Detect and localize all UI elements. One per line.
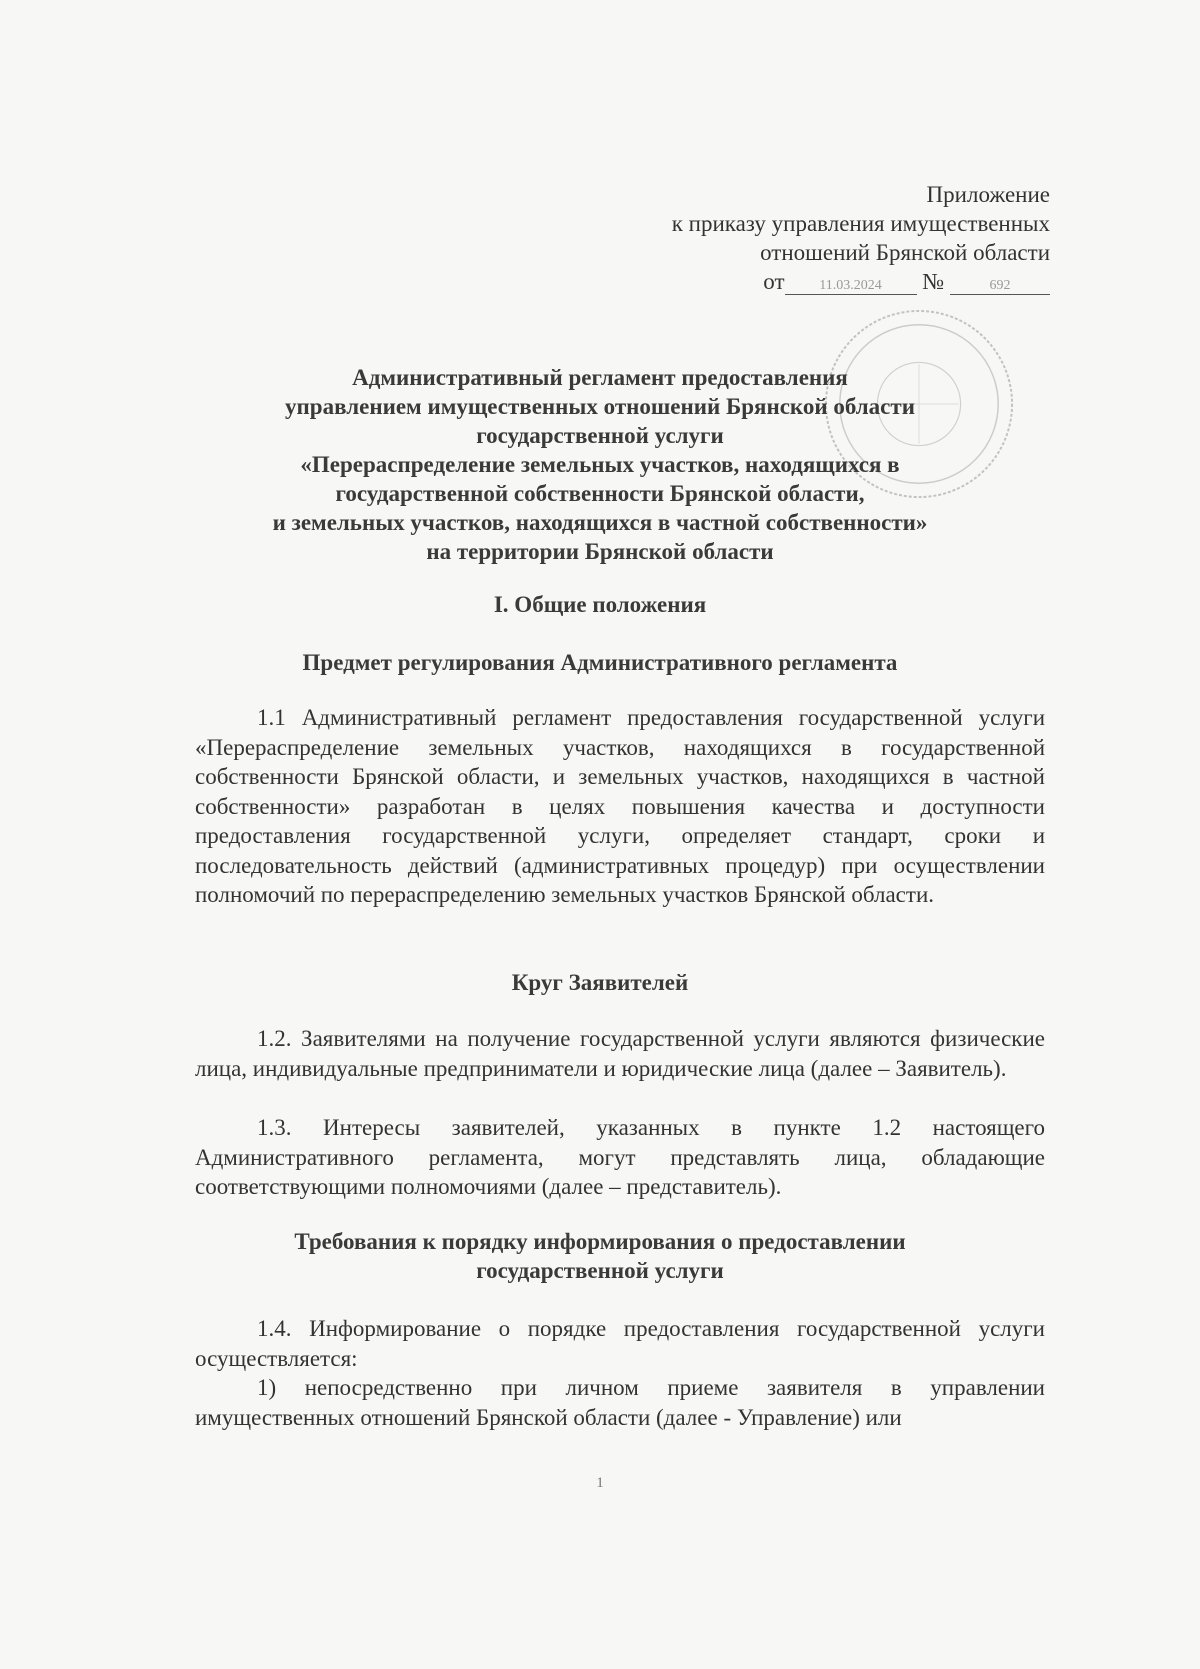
informing-heading-line-2: государственной услуги (476, 1258, 724, 1283)
date-prefix: от (763, 269, 785, 294)
appendix-block (490, 180, 1050, 296)
title-line-4: «Перераспределение земельных участков, находящихся в (300, 452, 900, 477)
page-number: 1 (596, 1475, 604, 1491)
section-heading-informing (215, 1227, 985, 1285)
number-prefix: № (922, 269, 945, 294)
order-number: 692 (950, 278, 1050, 295)
paragraph-1-2: 1.2. Заявителями на получение государственной услуги являются физические лица, индивидуальные предприниматели и юридические лица (далее – Заявитель). (195, 1026, 1045, 1081)
title-line-7: на территории Брянской области (426, 539, 774, 564)
title-line-1: Административный регламент предоставления (352, 365, 848, 390)
informing-heading-line-1: Требования к порядку информирования о предоставлении (294, 1229, 906, 1254)
title-line-5: государственной собственности Брянской области, (335, 481, 865, 506)
paragraph-1-4: 1.4. Информирование о порядке предоставления государственной услуги осуществляется: (195, 1316, 1045, 1371)
title-line-3: государственной услуги (476, 423, 724, 448)
order-date: 11.03.2024 (785, 278, 917, 295)
paragraph-1-1: 1.1 Административный регламент предоставления государственной услуги «Перераспределение земельных участков, находящихся в государственной собственности Брянской области, и земельных участков, находящихся в частной собственности» разработан в целях повышения качества и доступности предоставления государственной услуги, определяет стандарт, сроки и последовательность действий (административных процедур) при осуществлении полномочий по перераспределению земельных участков Брянской области. (195, 705, 1045, 907)
appendix-line-2: к приказу управления имущественных (671, 211, 1050, 236)
document-title (215, 363, 985, 566)
title-line-2: управлением имущественных отношений Брянской области (285, 394, 915, 419)
appendix-line-3: отношений Брянской области (760, 240, 1050, 265)
section-heading-general: I. Общие положения (493, 592, 707, 617)
section-heading-applicants: Круг Заявителей (511, 970, 689, 995)
appendix-line-1: Приложение (926, 182, 1050, 207)
paragraph-1-3: 1.3. Интересы заявителей, указанных в пункте 1.2 настоящего Административного регламента, могут представлять лица, обладающие соответствующими полномочиями (далее – представитель). (195, 1115, 1045, 1199)
paragraph-1-4-item-1: 1) непосредственно при личном приеме заявителя в управлении имущественных отношений Брянской области (далее - Управление) или (195, 1375, 1045, 1430)
title-line-6: и земельных участков, находящихся в частной собственности» (272, 510, 928, 535)
section-heading-subject: Предмет регулирования Административного регламента (302, 650, 898, 675)
appendix-date-line (490, 267, 1050, 296)
